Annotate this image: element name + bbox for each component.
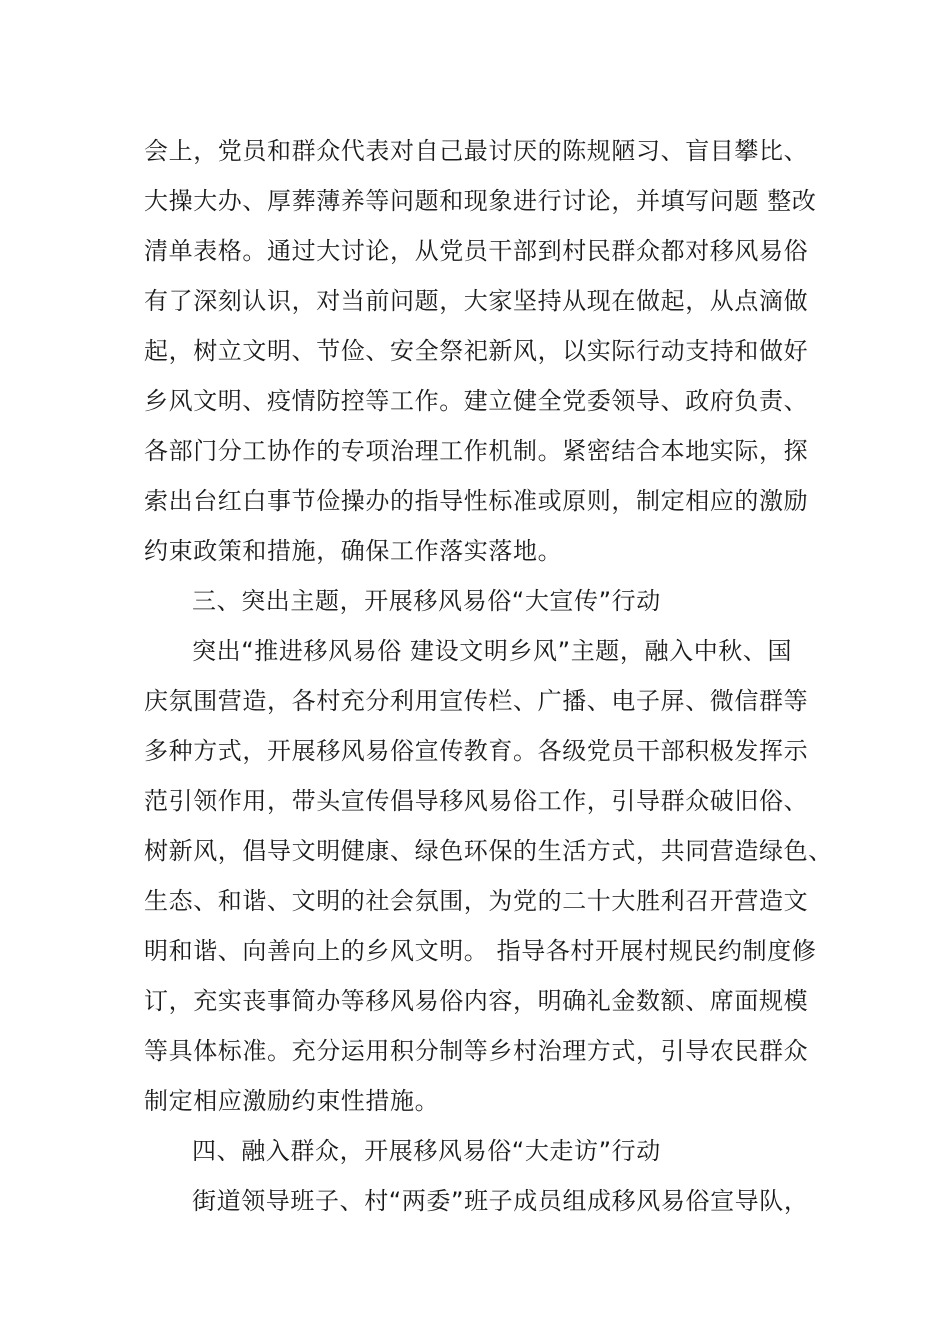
paragraph-line: 有了深刻认识，对当前问题，大家坚持从现在做起，从点滴做 bbox=[144, 287, 809, 315]
paragraph-line: 突出“推进移风易俗 建设文明乡风”主题，融入中秋、国 bbox=[192, 637, 793, 665]
section-heading: 四、融入群众，开展移风易俗“大走访”行动 bbox=[192, 1137, 661, 1165]
paragraph-line: 订，充实丧事简办等移风易俗内容，明确礼金数额、席面规模 bbox=[144, 987, 809, 1015]
paragraph-line: 乡风文明、疫情防控等工作。建立健全党委领导、政府负责、 bbox=[144, 387, 809, 415]
paragraph-line: 大操大办、厚葬薄养等问题和现象进行讨论，并填写问题 整改 bbox=[144, 187, 817, 215]
paragraph-line: 起，树立文明、节俭、安全祭祀新风，以实际行动支持和做好 bbox=[144, 337, 809, 365]
paragraph-line: 生态、和谐、文明的社会氛围，为党的二十大胜利召开营造文 bbox=[144, 887, 809, 915]
paragraph-line: 各部门分工协作的专项治理工作机制。紧密结合本地实际，探 bbox=[144, 437, 809, 465]
paragraph-line: 庆氛围营造，各村充分利用宣传栏、广播、电子屏、微信群等 bbox=[144, 687, 809, 715]
paragraph-line: 索出台红白事节俭操办的指导性标准或原则，制定相应的激励 bbox=[144, 487, 809, 515]
section-heading: 三、突出主题，开展移风易俗“大宣传”行动 bbox=[192, 587, 661, 615]
paragraph-line: 会上，党员和群众代表对自己最讨厌的陈规陋习、盲目攀比、 bbox=[144, 137, 809, 165]
paragraph-line: 明和谐、向善向上的乡风文明。 指导各村开展村规民约制度修 bbox=[144, 937, 817, 965]
paragraph-line: 街道领导班子、村“两委”班子成员组成移风易俗宣导队， bbox=[192, 1187, 809, 1215]
paragraph-line: 多种方式，开展移风易俗宣传教育。各级党员干部积极发挥示 bbox=[144, 737, 809, 765]
paragraph-line: 清单表格。通过大讨论，从党员干部到村民群众都对移风易俗 bbox=[144, 237, 809, 265]
paragraph-line: 制定相应激励约束性措施。 bbox=[144, 1087, 440, 1115]
paragraph-line: 范引领作用，带头宣传倡导移风易俗工作，引导群众破旧俗、 bbox=[144, 787, 809, 815]
paragraph-line: 树新风，倡导文明健康、绿色环保的生活方式，共同营造绿色、 bbox=[144, 837, 833, 865]
paragraph-line: 约束政策和措施，确保工作落实落地。 bbox=[144, 537, 563, 565]
paragraph-line: 等具体标准。充分运用积分制等乡村治理方式，引导农民群众 bbox=[144, 1037, 809, 1065]
